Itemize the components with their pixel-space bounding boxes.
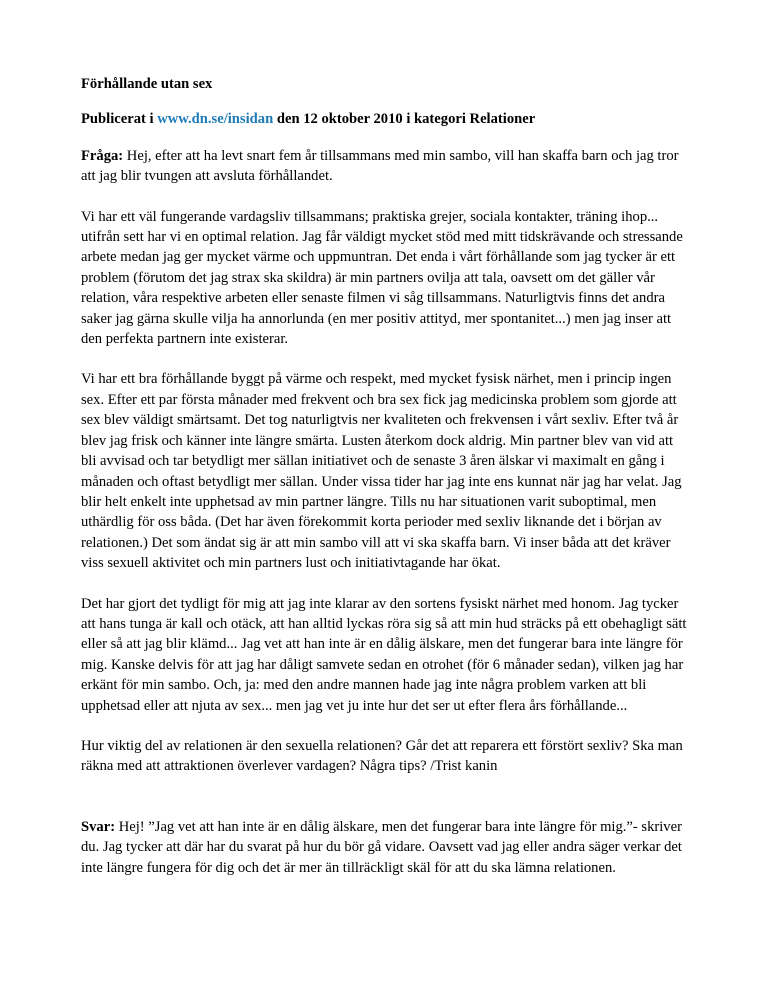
body-paragraph-1: Vi har ett väl fungerande vardagsliv tillsammans; praktiska grejer, sociala kontakter, träning ihop... utifrån sett har vi en optimal relation. Jag får väldigt mycket stöd med mitt tidskrävande och stressande arbete medan jag ger mycket värme och uppmuntran. Det enda i vårt förhållande som jag tycker är ett problem (förutom det jag strax ska skildra) är min partners ovilja att tala, oavsett om det gäller vår relation, våra respektive arbeten eller senaste filmen vi såg tillsammans. Naturligtvis finns det andra saker jag gärna skulle vilja ha annorlunda (en mer positiv attityd, mer spontanitet...) men jag inser att den perfekta partnern inte existerar. — [81, 208, 683, 348]
publication-prefix: Publicerat i — [81, 111, 158, 128]
question-paragraph — [81, 146, 688, 187]
answer-text: Hej! ”Jag vet att han inte är en dålig älskare, men det fungerar bara inte längre för mig.”- skriver du. Jag tycker att där har du svarat på hur du bör gå vidare. Oavsett vad jag eller andra säger verkar det inte längre fungera för dig och det är mer än tillräckligt skäl för att du ska lämna relationen. — [81, 818, 682, 876]
publication-suffix: den 12 oktober 2010 i kategori Relationer — [273, 111, 536, 128]
body-paragraph-3: Det har gjort det tydligt för mig att jag inte klarar av den sortens fysiskt närhet med honom. Jag tycker att hans tunga är kall och otäck, att han alltid lyckas röra sig så att min hud sträcks på ett obehagligt sätt eller så att jag blir klämd... Jag vet att han inte är en dålig älskare, men det fungerar bara inte längre för mig. Kanske delvis för att jag har dåligt samvete sedan en otrohet (för 6 månader sedan), vilken jag har erkänt för min sambo. Och, ja: med den andre mannen hade jag inte några problem varken att bli upphetsad eller att njuta av sex... men jag vet ju inte hur det ser ut efter flera års förhållande... — [81, 595, 687, 714]
body-paragraph-4: Hur viktig del av relationen är den sexuella relationen? Går det att reparera ett förstört sexliv? Ska man räkna med att attraktionen överlever vardagen? Några tips? /Trist kanin — [81, 737, 683, 775]
spacer — [81, 797, 688, 817]
question-text: Hej, efter att ha levt snart fem år tillsammans med min sambo, vill han skaffa barn och jag tror att jag blir tvungen att avsluta förhållandet. — [81, 147, 679, 185]
answer-label: Svar: — [81, 818, 116, 835]
answer-paragraph — [81, 817, 688, 878]
body-paragraph-2: Vi har ett bra förhållande byggt på värme och respekt, med mycket fysisk närhet, men i princip ingen sex. Efter ett par första månader med frekvent och bra sex fick jag medicinska problem som gjorde att sex blev väldigt smärtsamt. Det tog naturligtvis ner kvaliteten och frekvensen i vårt sexliv. Efter två år blev jag frisk och känner inte längre smärta. Lusten återkom dock aldrig. Min partner blev van vid att bli avvisad och tar betydligt mer sällan initiativet och de senaste 3 åren älskar vi maximalt en gång i månaden och oftast betydligt mer sällan. Under vissa tider har jag inte ens kunnat när jag har velat. Jag blir helt enkelt inte upphetsad av min partner längre. Tills nu har situationen varit suboptimal, men uthärdlig för oss båda. (Det har även förekommit korta perioder med sexliv liknande det i början av relationen.) Det som ändat sig är att min sambo vill att vi ska skaffa barn. Vi inser båda att det kräver viss sexuell aktivitet och min partners lust och initiativtagande har ökat. — [81, 371, 682, 572]
source-link[interactable]: www.dn.se/insidan — [157, 111, 274, 128]
question-label: Fråga: — [81, 147, 124, 164]
document-title: Förhållande utan sex — [81, 76, 213, 92]
publication-line — [81, 109, 688, 129]
